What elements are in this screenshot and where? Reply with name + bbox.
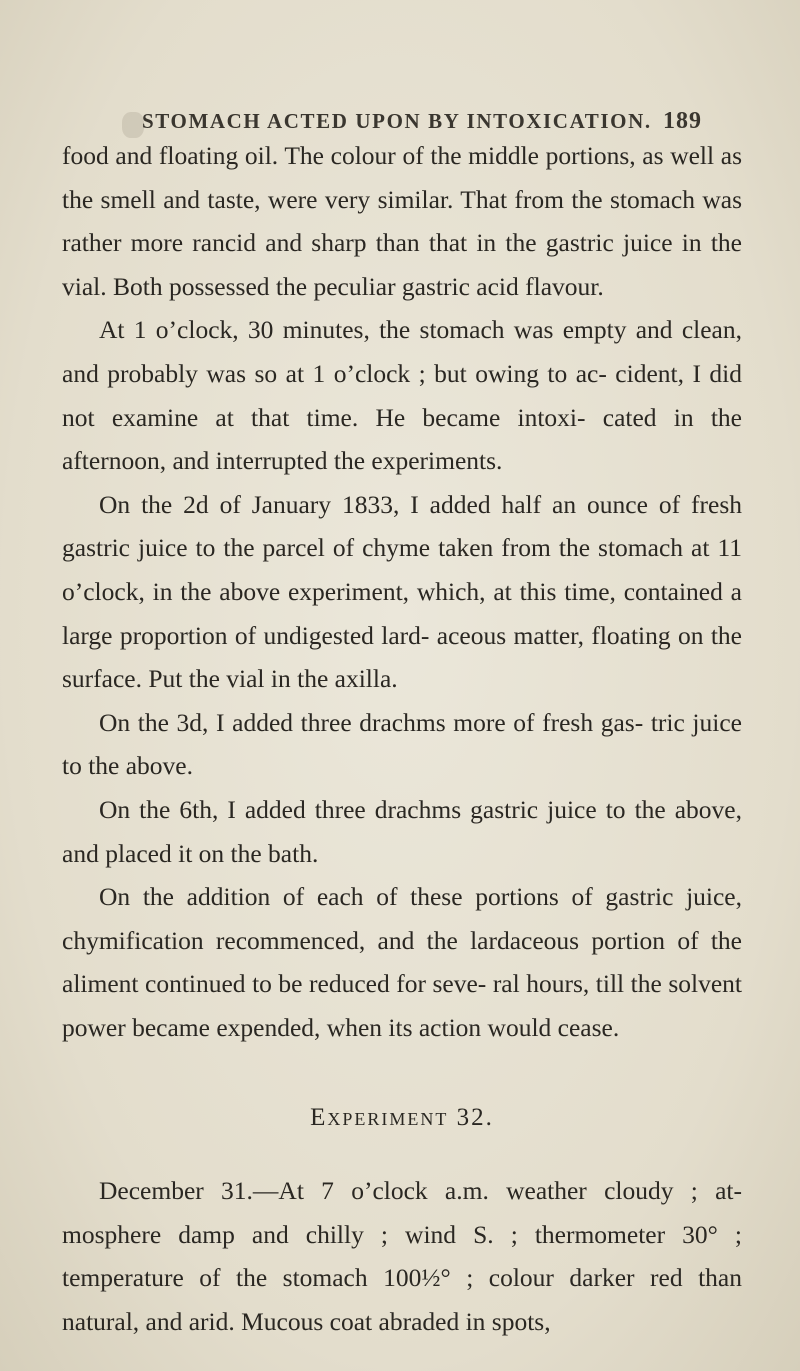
paragraph: food and floating oil. The colour of the middle portions, as well as the smell and taste, were very similar. That from the stomach was rather more rancid and sharp than that in the gastric juice in the vial. Both possessed the peculiar gastric acid flavour. — [62, 141, 742, 301]
body-text — [62, 134, 742, 1343]
running-title: STOMACH ACTED UPON BY INTOXICATION. — [142, 109, 652, 133]
experiment-heading: Experiment 32. — [310, 1104, 494, 1132]
experiment-paragraph: December 31.—At 7 o’clock a.m. weather cloudy ; at- mosphere damp and chilly ; wind S. ; thermometer 30° ; temperature of the stomach 100½° ; colour darker red than natural, and arid. Mucous coat abraded in spots, — [62, 1176, 742, 1336]
page-number: 189 — [663, 108, 702, 134]
paragraph: On the 3d, I added three drachms more of fresh gas- tric juice to the above. — [62, 707, 742, 781]
paragraph: On the 2d of January 1833, I added half an ounce of fresh gastric juice to the parcel of chyme taken from the stomach at 11 o’clock, in the above experiment, which, at this time, contained a large proportion of undigested lard- aceous matter, floating on the surface. Put the vial in the axilla. — [62, 489, 742, 694]
paragraph: On the 6th, I added three drachms gastric juice to the above, and placed it on the bath. — [62, 794, 742, 868]
paragraph: At 1 o’clock, 30 minutes, the stomach was empty and clean, and probably was so at 1 o’clock ; but owing to ac- cident, I did not examine at that time. He became intoxi- cated in the afternoon, and interrupted the experiments. — [62, 315, 742, 476]
paragraph: On the addition of each of these portions of gastric juice, chymification recommenced, and the lardaceous portion of the aliment continued to be reduced for seve- ral hours, till the solvent power became expended, when its action would cease. — [62, 882, 742, 1042]
